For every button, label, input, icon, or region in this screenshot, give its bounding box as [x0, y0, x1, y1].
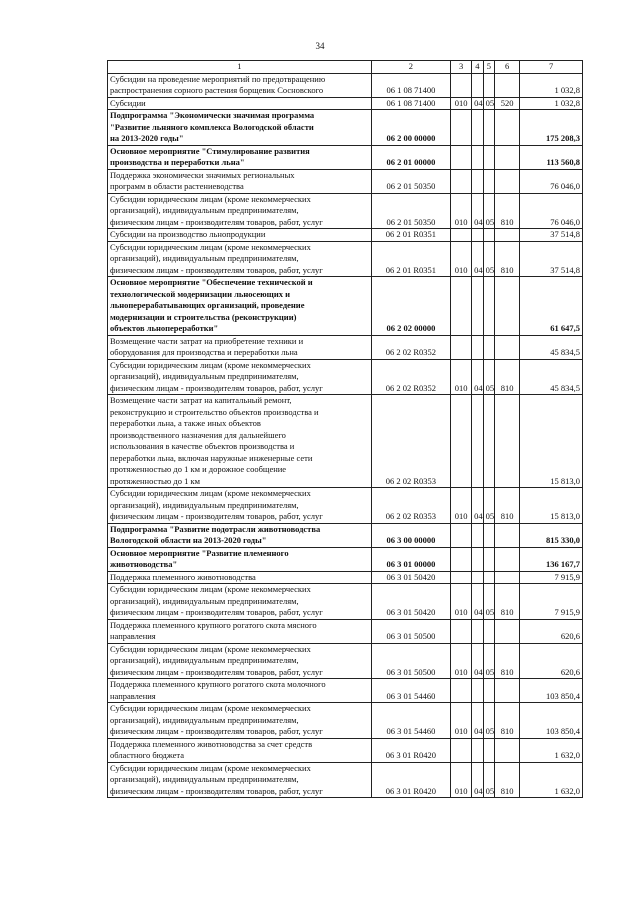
subsection-cell — [472, 169, 484, 193]
table-row — [108, 145, 583, 169]
expense-type-cell: 810 — [495, 359, 520, 395]
table-row — [108, 703, 583, 739]
row-name-line: Субсидии юридическим лицам (кроме некоммерческих — [110, 703, 311, 713]
target-code-cell: 06 2 01 R0351 — [371, 241, 451, 277]
row-name-cell — [108, 571, 372, 584]
section-cell: 010 — [451, 762, 472, 798]
row-name-line: программ в области растениеводства — [110, 181, 244, 191]
row-name-cell — [108, 762, 372, 798]
subsection-cell — [472, 110, 484, 146]
item-cell — [483, 738, 495, 762]
table-row — [108, 738, 583, 762]
row-name-cell — [108, 277, 372, 336]
row-name-line: организаций), индивидуальным предпринимателям, — [110, 655, 299, 665]
item-cell: 05 — [483, 584, 495, 620]
row-name-line: Подпрограмма "Развитие подотрасли животноводства — [110, 523, 321, 534]
item-cell — [483, 145, 495, 169]
item-cell: 05 — [483, 193, 495, 229]
expense-type-cell: 810 — [495, 703, 520, 739]
row-name-cell — [108, 488, 372, 524]
header-col-2: 2 — [371, 61, 451, 74]
amount-cell: 620,6 — [520, 643, 583, 679]
item-cell — [483, 619, 495, 643]
section-cell — [451, 395, 472, 488]
page-number: 34 — [315, 41, 325, 51]
table-row — [108, 229, 583, 242]
expense-type-cell: 520 — [495, 97, 520, 110]
row-name-cell — [108, 193, 372, 229]
section-cell — [451, 619, 472, 643]
table-row — [108, 169, 583, 193]
table-row — [108, 335, 583, 359]
row-name-line: организаций), индивидуальным предпринимателям, — [110, 774, 299, 784]
amount-cell: 61 647,5 — [520, 277, 583, 336]
header-col-6: 6 — [495, 61, 520, 74]
row-name-line: протяженностью до 1 км и дорожное сообщение — [110, 464, 287, 474]
row-name-line: Субсидии юридическим лицам (кроме некоммерческих — [110, 584, 311, 594]
row-name-line: физическим лицам - производителям товаров, работ, услуг — [110, 666, 323, 677]
row-name-line: Основное мероприятие "Развитие племенного — [110, 547, 289, 558]
row-name-cell — [108, 619, 372, 643]
row-name-line: льноперерабатывающих организаций, проведение — [110, 300, 305, 310]
expense-type-cell — [495, 277, 520, 336]
item-cell — [483, 73, 495, 97]
row-name-line: животноводства" — [110, 559, 178, 569]
expense-type-cell: 810 — [495, 241, 520, 277]
row-name-cell — [108, 169, 372, 193]
subsection-cell — [472, 145, 484, 169]
amount-cell: 37 514,8 — [520, 229, 583, 242]
row-name-line: "Развитие льняного комплекса Вологодской области — [110, 121, 314, 132]
row-name-line: производственного назначения для дальнейшего — [110, 429, 286, 440]
subsection-cell — [472, 395, 484, 488]
subsection-cell: 04 — [472, 762, 484, 798]
item-cell: 05 — [483, 643, 495, 679]
target-code-cell: 06 2 01 50350 — [371, 193, 451, 229]
section-cell: 010 — [451, 359, 472, 395]
row-name-line: организаций), индивидуальным предпринимателям, — [110, 371, 299, 381]
target-code-cell: 06 3 01 54460 — [371, 679, 451, 703]
row-name-line: Поддержка племенного животноводства — [110, 571, 256, 582]
target-code-cell: 06 3 01 00000 — [371, 547, 451, 571]
item-cell — [483, 229, 495, 242]
row-name-line: Поддержка племенного животноводства за счет средств — [110, 738, 313, 749]
target-code-cell: 06 3 01 50420 — [371, 571, 451, 584]
row-name-line: Субсидии юридическим лицам (кроме некоммерческих — [110, 359, 311, 370]
amount-cell: 1 032,8 — [520, 73, 583, 97]
item-cell — [483, 395, 495, 488]
row-name-cell — [108, 73, 372, 97]
row-name-cell — [108, 643, 372, 679]
expense-type-cell — [495, 523, 520, 547]
row-name-line: переработки льна, а также иных объектов — [110, 418, 261, 428]
amount-cell: 815 330,0 — [520, 523, 583, 547]
row-name-line: использования в качестве объектов производства и — [110, 441, 295, 451]
amount-cell: 136 167,7 — [520, 547, 583, 571]
row-name-cell — [108, 110, 372, 146]
subsection-cell: 04 — [472, 359, 484, 395]
subsection-cell — [472, 547, 484, 571]
row-name-line: реконструкцию и строительство объектов производства и — [110, 406, 319, 417]
subsection-cell — [472, 277, 484, 336]
table-row — [108, 523, 583, 547]
target-code-cell: 06 2 00 00000 — [371, 110, 451, 146]
amount-cell: 175 208,3 — [520, 110, 583, 146]
amount-cell: 103 850,4 — [520, 703, 583, 739]
amount-cell: 76 046,0 — [520, 193, 583, 229]
header-col-5: 5 — [483, 61, 495, 74]
section-cell: 010 — [451, 97, 472, 110]
header-col-7: 7 — [520, 61, 583, 74]
budget-table — [107, 60, 583, 798]
section-cell — [451, 73, 472, 97]
row-name-line: Основное мероприятие "Обеспечение технической и — [110, 277, 313, 287]
row-name-line: Субсидии — [110, 97, 146, 108]
expense-type-cell: 810 — [495, 584, 520, 620]
row-name-line: технологической модернизации льносеющих и — [110, 288, 291, 299]
expense-type-cell — [495, 619, 520, 643]
row-name-line: протяженностью до 1 км — [110, 475, 200, 486]
row-name-line: физическим лицам - производителям товаров, работ, услуг — [110, 607, 323, 617]
row-name-cell — [108, 547, 372, 571]
target-code-cell: 06 3 01 50500 — [371, 619, 451, 643]
target-code-cell: 06 3 01 50500 — [371, 643, 451, 679]
row-name-line: модернизации и строительства (реконструкции) — [110, 311, 297, 322]
amount-cell: 15 813,0 — [520, 395, 583, 488]
row-name-line: производства и переработки льна" — [110, 157, 245, 167]
section-cell — [451, 229, 472, 242]
row-name-line: Вологодской области на 2013-2020 годы" — [110, 535, 267, 545]
target-code-cell: 06 2 01 00000 — [371, 145, 451, 169]
expense-type-cell: 810 — [495, 762, 520, 798]
row-name-line: Поддержка племенного крупного рогатого скота молочного — [110, 679, 326, 689]
row-name-line: организаций), индивидуальным предпринимателям, — [110, 205, 299, 215]
item-cell — [483, 110, 495, 146]
row-name-line: Основное мероприятие "Стимулирование развития — [110, 145, 310, 156]
target-code-cell: 06 1 08 71400 — [371, 97, 451, 110]
item-cell: 05 — [483, 359, 495, 395]
row-name-line: Субсидии юридическим лицам (кроме некоммерческих — [110, 762, 311, 773]
target-code-cell: 06 3 00 00000 — [371, 523, 451, 547]
row-name-cell — [108, 97, 372, 110]
table-row — [108, 97, 583, 110]
table-row — [108, 584, 583, 620]
amount-cell: 7 915,9 — [520, 571, 583, 584]
row-name-line: оборудования для производства и переработки льна — [110, 347, 298, 357]
amount-cell: 1 632,0 — [520, 762, 583, 798]
target-code-cell: 06 2 02 R0352 — [371, 359, 451, 395]
expense-type-cell: 810 — [495, 643, 520, 679]
section-cell — [451, 523, 472, 547]
subsection-cell: 04 — [472, 97, 484, 110]
section-cell — [451, 169, 472, 193]
amount-cell: 1 032,8 — [520, 97, 583, 110]
amount-cell: 103 850,4 — [520, 679, 583, 703]
row-name-cell — [108, 738, 372, 762]
row-name-line: Субсидии на производство льнопродукции — [110, 229, 266, 239]
expense-type-cell — [495, 73, 520, 97]
subsection-cell — [472, 571, 484, 584]
header-col-4: 4 — [472, 61, 484, 74]
row-name-line: Возмещение части затрат на приобретение техники и — [110, 335, 304, 346]
row-name-line: на 2013-2020 годы" — [110, 133, 184, 143]
target-code-cell: 06 1 08 71400 — [371, 73, 451, 97]
row-name-line: Субсидии на проведение мероприятий по предотвращению — [110, 73, 326, 84]
expense-type-cell — [495, 571, 520, 584]
target-code-cell: 06 2 01 R0351 — [371, 229, 451, 242]
section-cell: 010 — [451, 193, 472, 229]
section-cell — [451, 277, 472, 336]
subsection-cell — [472, 335, 484, 359]
row-name-line: направления — [110, 631, 156, 641]
row-name-line: физическим лицам - производителям товаров, работ, услуг — [110, 511, 323, 521]
expense-type-cell: 810 — [495, 193, 520, 229]
amount-cell: 76 046,0 — [520, 169, 583, 193]
table-row — [108, 73, 583, 97]
table-row — [108, 359, 583, 395]
row-name-line: физическим лицам - производителям товаров, работ, услуг — [110, 726, 323, 736]
row-name-cell — [108, 359, 372, 395]
table-row — [108, 571, 583, 584]
amount-cell: 45 834,5 — [520, 335, 583, 359]
expense-type-cell — [495, 679, 520, 703]
item-cell — [483, 547, 495, 571]
subsection-cell — [472, 73, 484, 97]
subsection-cell: 04 — [472, 488, 484, 524]
row-name-cell — [108, 584, 372, 620]
row-name-line: переработки льна, включая наружные инженерные сети — [110, 452, 313, 463]
table-row — [108, 241, 583, 277]
row-name-line: областного бюджета — [110, 750, 185, 760]
section-cell — [451, 571, 472, 584]
row-name-line: физическим лицам - производителям товаров, работ, услуг — [110, 216, 323, 227]
table-row — [108, 488, 583, 524]
row-name-line: организаций), индивидуальным предпринимателям, — [110, 595, 299, 606]
subsection-cell: 04 — [472, 241, 484, 277]
section-cell — [451, 110, 472, 146]
table-row — [108, 193, 583, 229]
row-name-line: Субсидии юридическим лицам (кроме некоммерческих — [110, 241, 311, 252]
row-name-line: направления — [110, 690, 156, 701]
item-cell — [483, 523, 495, 547]
target-code-cell: 06 2 02 R0353 — [371, 488, 451, 524]
item-cell: 05 — [483, 97, 495, 110]
subsection-cell: 04 — [472, 193, 484, 229]
section-cell: 010 — [451, 241, 472, 277]
table-row — [108, 619, 583, 643]
row-name-line: Поддержка экономически значимых региональных — [110, 169, 295, 180]
item-cell: 05 — [483, 241, 495, 277]
row-name-line: Субсидии юридическим лицам (кроме некоммерческих — [110, 488, 311, 498]
item-cell: 05 — [483, 703, 495, 739]
amount-cell: 620,6 — [520, 619, 583, 643]
expense-type-cell — [495, 738, 520, 762]
amount-cell: 37 514,8 — [520, 241, 583, 277]
row-name-line: физическим лицам - производителям товаров, работ, услуг — [110, 785, 323, 796]
table-header-row — [108, 61, 583, 74]
row-name-line: организаций), индивидуальным предпринимателям, — [110, 714, 299, 725]
row-name-cell — [108, 395, 372, 488]
target-code-cell: 06 2 02 R0352 — [371, 335, 451, 359]
table-row — [108, 547, 583, 571]
expense-type-cell — [495, 110, 520, 146]
expense-type-cell — [495, 547, 520, 571]
row-name-cell — [108, 335, 372, 359]
target-code-cell: 06 3 01 54460 — [371, 703, 451, 739]
section-cell — [451, 738, 472, 762]
row-name-cell — [108, 145, 372, 169]
header-col-3: 3 — [451, 61, 472, 74]
table-row — [108, 762, 583, 798]
amount-cell: 15 813,0 — [520, 488, 583, 524]
item-cell — [483, 169, 495, 193]
table-row — [108, 643, 583, 679]
section-cell: 010 — [451, 488, 472, 524]
row-name-cell — [108, 229, 372, 242]
row-name-line: объектов льнопереработки" — [110, 323, 219, 333]
subsection-cell — [472, 229, 484, 242]
row-name-line: Поддержка племенного крупного рогатого скота мясного — [110, 619, 317, 630]
subsection-cell: 04 — [472, 703, 484, 739]
header-col-1: 1 — [108, 61, 372, 74]
row-name-cell — [108, 523, 372, 547]
row-name-line: Подпрограмма "Экономически значимая программа — [110, 110, 315, 120]
row-name-cell — [108, 241, 372, 277]
subsection-cell — [472, 738, 484, 762]
amount-cell: 1 632,0 — [520, 738, 583, 762]
item-cell — [483, 679, 495, 703]
item-cell — [483, 277, 495, 336]
item-cell — [483, 571, 495, 584]
subsection-cell: 04 — [472, 584, 484, 620]
expense-type-cell: 810 — [495, 488, 520, 524]
subsection-cell — [472, 523, 484, 547]
table-row — [108, 395, 583, 488]
subsection-cell — [472, 619, 484, 643]
target-code-cell: 06 2 01 50350 — [371, 169, 451, 193]
row-name-cell — [108, 703, 372, 739]
subsection-cell — [472, 679, 484, 703]
section-cell — [451, 547, 472, 571]
amount-cell: 7 915,9 — [520, 584, 583, 620]
item-cell — [483, 335, 495, 359]
expense-type-cell — [495, 395, 520, 488]
target-code-cell: 06 2 02 00000 — [371, 277, 451, 336]
target-code-cell: 06 3 01 R0420 — [371, 738, 451, 762]
table-row — [108, 277, 583, 336]
section-cell — [451, 145, 472, 169]
expense-type-cell — [495, 335, 520, 359]
table-row — [108, 679, 583, 703]
row-name-line: Субсидии юридическим лицам (кроме некоммерческих — [110, 193, 311, 204]
target-code-cell: 06 3 01 R0420 — [371, 762, 451, 798]
item-cell: 05 — [483, 488, 495, 524]
row-name-line: организаций), индивидуальным предпринимателям, — [110, 253, 299, 263]
section-cell: 010 — [451, 584, 472, 620]
expense-type-cell — [495, 145, 520, 169]
row-name-line: распространения сорного растения борщевик Сосновского — [110, 85, 324, 95]
amount-cell: 113 560,8 — [520, 145, 583, 169]
subsection-cell: 04 — [472, 643, 484, 679]
table-row — [108, 110, 583, 146]
item-cell: 05 — [483, 762, 495, 798]
expense-type-cell — [495, 229, 520, 242]
section-cell — [451, 335, 472, 359]
row-name-line: физическим лицам - производителям товаров, работ, услуг — [110, 264, 323, 275]
row-name-line: Субсидии юридическим лицам (кроме некоммерческих — [110, 643, 311, 654]
row-name-line: физическим лицам - производителям товаров, работ, услуг — [110, 382, 323, 393]
section-cell — [451, 679, 472, 703]
section-cell: 010 — [451, 643, 472, 679]
target-code-cell: 06 3 01 50420 — [371, 584, 451, 620]
row-name-line: Возмещение части затрат на капитальный ремонт, — [110, 395, 292, 405]
amount-cell: 45 834,5 — [520, 359, 583, 395]
expense-type-cell — [495, 169, 520, 193]
section-cell: 010 — [451, 703, 472, 739]
row-name-cell — [108, 679, 372, 703]
row-name-line: организаций), индивидуальным предпринимателям, — [110, 499, 299, 510]
target-code-cell: 06 2 02 R0353 — [371, 395, 451, 488]
